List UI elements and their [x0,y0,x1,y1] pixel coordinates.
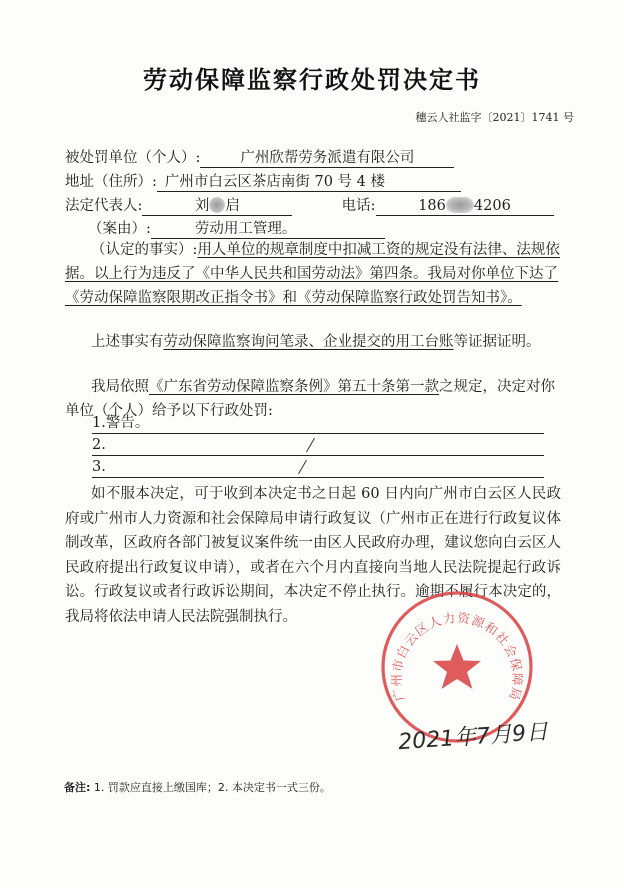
address-value: 广州市白云区茶店南街 70 号 4 楼 [157,173,461,192]
evidence-value: 劳动保障监察询问笔录、企业提交的用工台账 [163,334,454,350]
basis-suffix: 之规定，决定对你单位（个人）给予以下行政处罚: [65,379,555,419]
facts-paragraph [65,238,561,310]
penalty-item: 3. [92,458,544,478]
case-row [88,219,588,239]
appeal-paragraph: 如不服本决定，可于收到本决定书之日起 60 日内向广州市白云区人民政府或广州市人力资源和社会保障局申请行政复议（广州市正在进行行政复议体制改革，区政府各部门被复议案件统一由区人民政府办理，建议您向白云区人民政府提出行政复议申请），或者在六个月内直接向当地人民法院提起行政诉讼。行政复议或者行政诉讼期间，本决定不停止执行。逾期不履行本决定的，我局将依法申请人民法院强制执行。 [65,486,561,625]
signature-date: 2021年7月9日 [397,719,549,756]
phone-value: 186 4206 [376,197,554,216]
star-icon [433,644,481,689]
party-row [65,148,565,168]
facts-text-2: 法规依据。以上行为违反了《中华人民共和国劳动法》第四条。我局对你单位下达了《劳动保障监察限期改正指令书》和《劳动保障监察行政处罚告知书》。 [65,242,560,306]
basis-prefix: 我局依照 [91,379,149,395]
evidence-paragraph [65,330,561,354]
facts-text-1: 用人单位的规章制度中扣减工资的规定没有法律、 [197,242,517,258]
party-label: 被处罚单位（个人）: [65,150,201,166]
penalty-item: 2. [92,436,544,456]
penalty-item: 1.警告。 [92,414,544,434]
rep-value: 刘 启 [142,197,292,216]
remark [64,779,331,795]
evidence-prefix: 上述事实有 [91,334,164,350]
phone-label: 电话: [341,198,376,214]
remark-text: 1. 罚款应直接上缴国库；2. 本决定书一式三份。 [93,781,331,794]
representative-row [65,196,565,216]
redacted-mark [209,197,225,213]
document-number: 穗云人社监字〔2021〕1741 号 [415,111,574,124]
remark-label: 备注: [64,781,91,794]
address-label: 地址（住所）: [65,174,157,190]
address-row [65,172,565,192]
basis-value: 《广东省劳动保障监察条例》第五十条第一款 [149,379,439,395]
party-value: 广州欣帮劳务派遣有限公司 [200,149,454,168]
case-label: （案由）: [88,221,151,237]
case-value: 劳动用工管理。 [151,220,385,239]
redacted-mark [446,197,474,213]
seal-text: 广州市白云区人力资源和社会保障局 [388,610,526,703]
evidence-suffix: 等证据证明。 [453,334,541,350]
rep-label: 法定代表人: [65,198,143,214]
facts-label: （认定的事实）: [91,242,198,258]
document-title: 劳动保障监察行政处罚决定书 [143,66,481,94]
